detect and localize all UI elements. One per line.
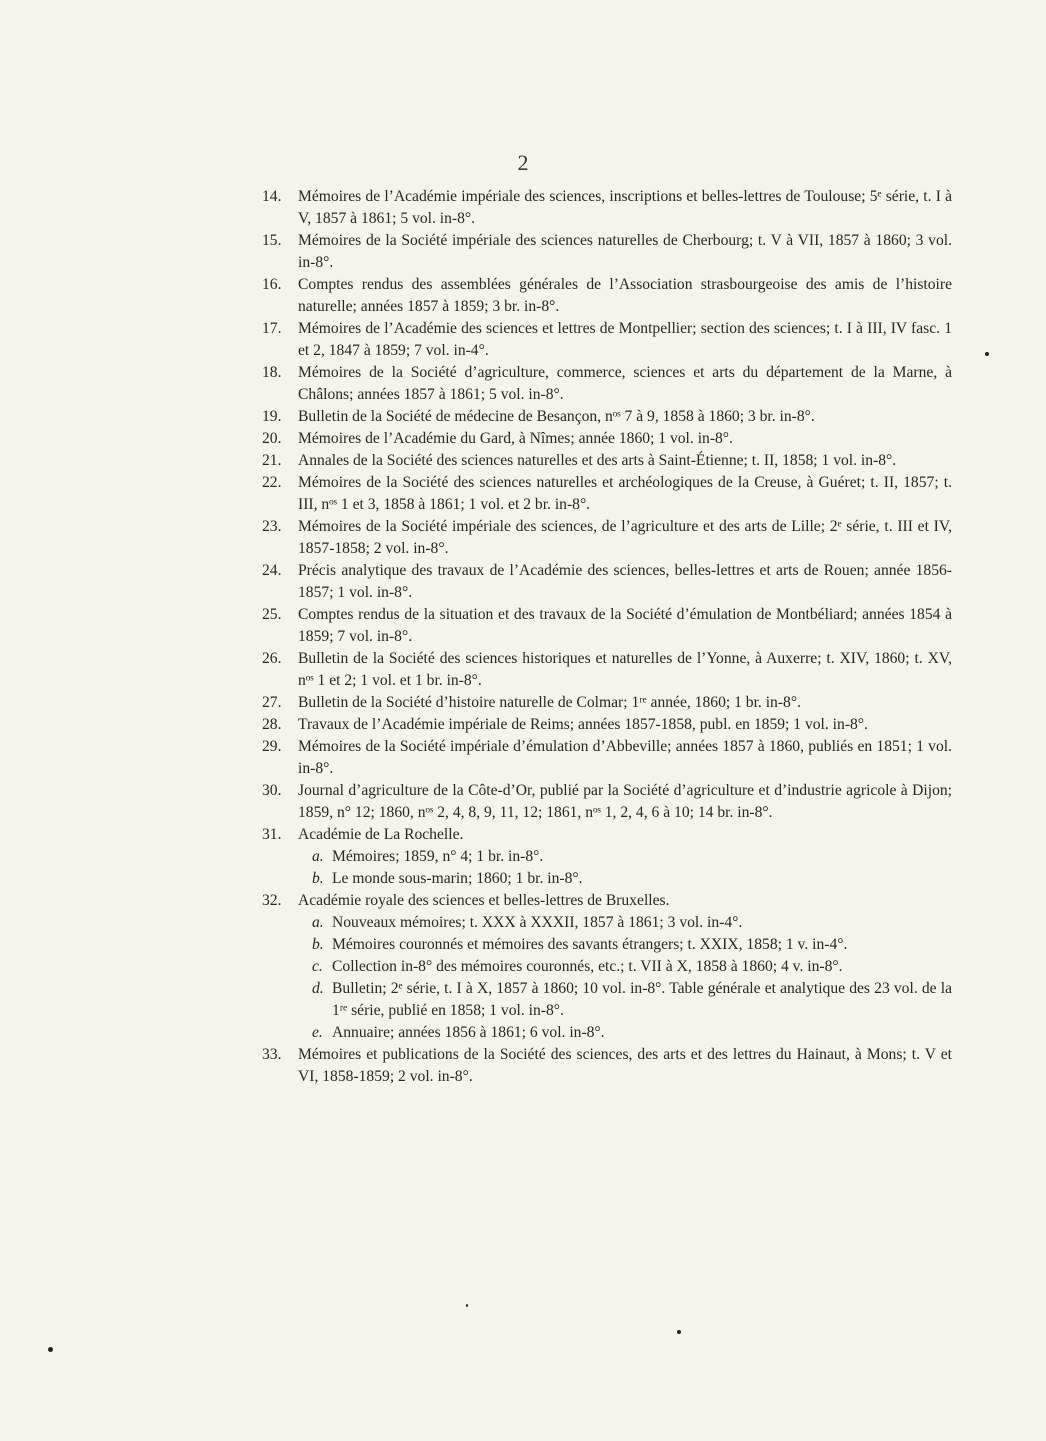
sub-item xyxy=(262,934,952,956)
list-item xyxy=(262,472,952,516)
entry-text: Journal d’agriculture de la Côte-d’Or, publié par la Société d’agriculture et d’industrie agricole à Dijon; 1859, n° 12; 1860, nᵒˢ 2, 4, 8, 9, 11, 12; 1861, nᵒˢ 1, 2, 4, 6 à 10; 14 br. in-8°. xyxy=(298,782,952,821)
list-item xyxy=(262,736,952,780)
sub-item-letter: d. xyxy=(312,980,324,997)
entry-text: Précis analytique des travaux de l’Académie des sciences, belles-lettres et arts de Rouen; année 1856-1857; 1 vol. in-8°. xyxy=(298,562,952,601)
bibliography-list xyxy=(262,186,952,1088)
list-item xyxy=(262,890,952,912)
entry-text: Comptes rendus des assemblées générales de l’Association strasbourgeoise des amis de l’histoire naturelle; années 1857 à 1859; 3 br. in-8°. xyxy=(298,276,952,315)
sub-item-text: Annuaire; années 1856 à 1861; 6 vol. in-8°. xyxy=(332,1024,605,1041)
list-item xyxy=(262,362,952,406)
entry-number: 17. xyxy=(262,320,282,337)
entry-text: Mémoires de la Société impériale des sciences naturelles de Cherbourg; t. V à VII, 1857 à 1860; 3 vol. in-8°. xyxy=(298,232,952,271)
list-item xyxy=(262,692,952,714)
sub-item xyxy=(262,1022,952,1044)
entry-text: Mémoires de la Société d’agriculture, commerce, sciences et arts du département de la Marne, à Châlons; années 1857 à 1861; 5 vol. in-8°. xyxy=(298,364,952,403)
sub-item-letter: b. xyxy=(312,870,324,887)
entry-number: 23. xyxy=(262,518,282,535)
entry-text: Mémoires et publications de la Société des sciences, des arts et des lettres du Hainaut, à Mons; t. V et VI, 1858-1859; 2 vol. in-8°. xyxy=(298,1046,952,1085)
entry-number: 19. xyxy=(262,408,282,425)
entry-number: 22. xyxy=(262,474,282,491)
entry-number: 25. xyxy=(262,606,282,623)
sub-item-text: Mémoires couronnés et mémoires des savants étrangers; t. XXIX, 1858; 1 v. in-4°. xyxy=(332,936,848,953)
sub-item-text: Le monde sous-marin; 1860; 1 br. in-8°. xyxy=(332,870,583,887)
sub-item-letter: e. xyxy=(312,1024,323,1041)
list-item xyxy=(262,780,952,824)
sub-item-letter: b. xyxy=(312,936,324,953)
entry-text: Travaux de l’Académie impériale de Reims; années 1857-1858, publ. en 1859; 1 vol. in-8°. xyxy=(298,716,868,733)
entry-number: 32. xyxy=(262,892,282,909)
entry-text: Mémoires de l’Académie impériale des sciences, inscriptions et belles-lettres de Toulouse; 5ᵉ série, t. I à V, 1857 à 1861; 5 vol. in-8°. xyxy=(298,188,952,227)
sub-item-text: Nouveaux mémoires; t. XXX à XXXII, 1857 à 1861; 3 vol. in-4°. xyxy=(332,914,743,931)
list-item xyxy=(262,274,952,318)
entry-number: 20. xyxy=(262,430,282,447)
sub-item xyxy=(262,912,952,934)
entry-text: Académie royale des sciences et belles-lettres de Bruxelles. xyxy=(298,892,670,909)
ink-speck xyxy=(677,1330,681,1334)
list-item xyxy=(262,428,952,450)
entry-text: Mémoires de la Société impériale des sciences, de l’agriculture et des arts de Lille; 2ᵉ série, t. III et IV, 1857-1858; 2 vol. in-8°. xyxy=(298,518,952,557)
ink-speck xyxy=(48,1347,53,1352)
entry-number: 18. xyxy=(262,364,282,381)
sub-item-letter: a. xyxy=(312,848,324,865)
entry-text: Mémoires de la Société impériale d’émulation d’Abbeville; années 1857 à 1860, publiés en 1851; 1 vol. in-8°. xyxy=(298,738,952,777)
entry-number: 33. xyxy=(262,1046,282,1063)
entry-number: 16. xyxy=(262,276,282,293)
entry-number: 29. xyxy=(262,738,282,755)
entry-number: 21. xyxy=(262,452,282,469)
list-item xyxy=(262,516,952,560)
list-item xyxy=(262,604,952,648)
entry-number: 28. xyxy=(262,716,282,733)
entry-text: Bulletin de la Société de médecine de Besançon, nᵒˢ 7 à 9, 1858 à 1860; 3 br. in-8°. xyxy=(298,408,815,425)
entry-number: 14. xyxy=(262,188,282,205)
entry-number: 30. xyxy=(262,782,282,799)
list-item xyxy=(262,186,952,230)
entry-text: Mémoires de l’Académie du Gard, à Nîmes; année 1860; 1 vol. in-8°. xyxy=(298,430,733,447)
sub-item-text: Bulletin; 2ᵉ série, t. I à X, 1857 à 1860; 10 vol. in-8°. Table générale et analytique des 23 vol. de la 1ʳᵉ série, publié en 1858; 1 vol. in-8°. xyxy=(332,980,952,1019)
list-item xyxy=(262,450,952,472)
sub-item xyxy=(262,956,952,978)
entry-number: 27. xyxy=(262,694,282,711)
list-item xyxy=(262,560,952,604)
entry-text: Académie de La Rochelle. xyxy=(298,826,464,843)
entry-text: Mémoires de la Société des sciences naturelles et archéologiques de la Creuse, à Guéret; t. II, 1857; t. III, nᵒˢ 1 et 3, 1858 à 1861; 1 vol. et 2 br. in-8°. xyxy=(298,474,952,513)
entry-text: Mémoires de l’Académie des sciences et lettres de Montpellier; section des sciences; t. I à III, IV fasc. 1 et 2, 1847 à 1859; 7 vol. in-4°. xyxy=(298,320,952,359)
page-number: 2 xyxy=(517,150,529,175)
list-item xyxy=(262,230,952,274)
sub-item-letter: c. xyxy=(312,958,323,975)
entry-number: 24. xyxy=(262,562,282,579)
list-item xyxy=(262,824,952,846)
entry-text: Bulletin de la Société d’histoire naturelle de Colmar; 1ʳᵉ année, 1860; 1 br. in-8°. xyxy=(298,694,801,711)
sub-item xyxy=(262,978,952,1022)
entry-text: Annales de la Société des sciences naturelles et des arts à Saint-Étienne; t. II, 1858; 1 vol. in-8°. xyxy=(298,452,897,469)
ink-speck xyxy=(985,352,989,356)
sub-item xyxy=(262,868,952,890)
entry-number: 15. xyxy=(262,232,282,249)
sub-item-text: Mémoires; 1859, n° 4; 1 br. in-8°. xyxy=(332,848,544,865)
sub-item xyxy=(262,846,952,868)
list-item xyxy=(262,714,952,736)
list-item xyxy=(262,318,952,362)
ink-speck xyxy=(466,1304,468,1307)
entry-text: Comptes rendus de la situation et des travaux de la Société d’émulation de Montbéliard; années 1854 à 1859; 7 vol. in-8°. xyxy=(298,606,952,645)
sub-item-letter: a. xyxy=(312,914,324,931)
entry-number: 31. xyxy=(262,826,282,843)
list-item xyxy=(262,1044,952,1088)
entry-number: 26. xyxy=(262,650,282,667)
list-item xyxy=(262,406,952,428)
sub-item-text: Collection in-8° des mémoires couronnés, etc.; t. VII à X, 1858 à 1860; 4 v. in-8°. xyxy=(332,958,843,975)
entry-text: Bulletin de la Société des sciences historiques et naturelles de l’Yonne, à Auxerre; t. XIV, 1860; t. XV, nᵒˢ 1 et 2; 1 vol. et 1 br. in-8°. xyxy=(298,650,952,689)
list-item xyxy=(262,648,952,692)
